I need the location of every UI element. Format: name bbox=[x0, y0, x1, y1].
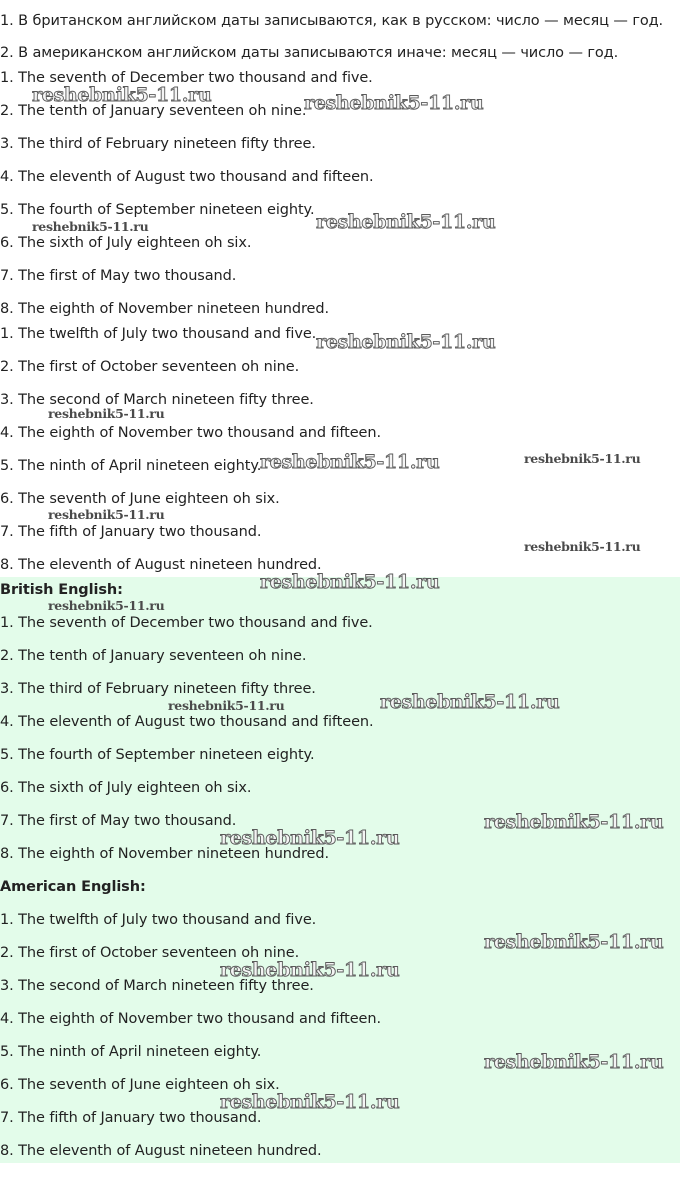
american-item: 2. The first of October seventeen oh nine. bbox=[0, 945, 300, 961]
watermark: reshebnik5-11.ru bbox=[220, 959, 400, 981]
watermark: reshebnik5-11.ru bbox=[260, 571, 440, 593]
british-item: 8. The eighth of November nineteen hundred. bbox=[0, 846, 329, 862]
list-a-item: 5. The fourth of September nineteen eighty. bbox=[0, 202, 315, 218]
american-item: 6. The seventh of June eighteen oh six. bbox=[0, 1077, 280, 1093]
watermark: reshebnik5-11.ru bbox=[484, 1051, 664, 1073]
american-item: 5. The ninth of April nineteen eighty. bbox=[0, 1044, 262, 1060]
watermark: reshebnik5-11.ru bbox=[48, 507, 165, 522]
list-b-item: 3. The second of March nineteen fifty three. bbox=[0, 392, 314, 408]
british-item: 6. The sixth of July eighteen oh six. bbox=[0, 780, 252, 796]
american-heading: American English: bbox=[0, 879, 146, 895]
list-a-item: 8. The eighth of November nineteen hundred. bbox=[0, 301, 329, 317]
list-b-item: 2. The first of October seventeen oh nine. bbox=[0, 359, 300, 375]
watermark: reshebnik5-11.ru bbox=[524, 539, 641, 554]
british-item: 3. The third of February nineteen fifty three. bbox=[0, 681, 316, 697]
british-item: 1. The seventh of December two thousand and five. bbox=[0, 615, 373, 631]
list-a-item: 2. The tenth of January seventeen oh nine. bbox=[0, 103, 307, 119]
list-b-item: 1. The twelfth of July two thousand and five. bbox=[0, 326, 317, 342]
watermark: reshebnik5-11.ru bbox=[220, 1091, 400, 1113]
watermark: reshebnik5-11.ru bbox=[48, 598, 165, 613]
list-b-item: 8. The eleventh of August nineteen hundred. bbox=[0, 557, 322, 573]
american-item: 8. The eleventh of August nineteen hundred. bbox=[0, 1143, 322, 1159]
watermark: reshebnik5-11.ru bbox=[48, 406, 165, 421]
watermark: reshebnik5-11.ru bbox=[32, 84, 212, 106]
british-item: 5. The fourth of September nineteen eighty. bbox=[0, 747, 315, 763]
watermark: reshebnik5-11.ru bbox=[304, 92, 484, 114]
british-item: 7. The first of May two thousand. bbox=[0, 813, 237, 829]
watermark: reshebnik5-11.ru bbox=[524, 451, 641, 466]
british-item: 4. The eleventh of August two thousand and fifteen. bbox=[0, 714, 374, 730]
watermark: reshebnik5-11.ru bbox=[220, 827, 400, 849]
list-a-item: 4. The eleventh of August two thousand and fifteen. bbox=[0, 169, 374, 185]
watermark: reshebnik5-11.ru bbox=[168, 698, 285, 713]
american-item: 7. The fifth of January two thousand. bbox=[0, 1110, 262, 1126]
watermark: reshebnik5-11.ru bbox=[484, 931, 664, 953]
list-a-item: 6. The sixth of July eighteen oh six. bbox=[0, 235, 252, 251]
watermark: reshebnik5-11.ru bbox=[484, 811, 664, 833]
rule-american: 2. В американском английском даты записываются иначе: месяц — число — год. bbox=[0, 45, 619, 61]
watermark: reshebnik5-11.ru bbox=[316, 331, 496, 353]
list-a-item: 3. The third of February nineteen fifty three. bbox=[0, 136, 316, 152]
list-b-item: 5. The ninth of April nineteen eighty. bbox=[0, 458, 262, 474]
watermark: reshebnik5-11.ru bbox=[380, 691, 560, 713]
list-a-item: 1. The seventh of December two thousand and five. bbox=[0, 70, 373, 86]
watermark: reshebnik5-11.ru bbox=[32, 219, 149, 234]
american-item: 1. The twelfth of July two thousand and five. bbox=[0, 912, 317, 928]
watermark: reshebnik5-11.ru bbox=[260, 451, 440, 473]
american-item: 4. The eighth of November two thousand and fifteen. bbox=[0, 1011, 381, 1027]
british-heading: British English: bbox=[0, 582, 123, 598]
list-a-item: 7. The first of May two thousand. bbox=[0, 268, 237, 284]
british-item: 2. The tenth of January seventeen oh nine. bbox=[0, 648, 307, 664]
watermark: reshebnik5-11.ru bbox=[316, 211, 496, 233]
list-b-item: 6. The seventh of June eighteen oh six. bbox=[0, 491, 280, 507]
list-b-item: 7. The fifth of January two thousand. bbox=[0, 524, 262, 540]
rule-british: 1. В британском английском даты записываются, как в русском: число — месяц — год. bbox=[0, 13, 664, 29]
american-item: 3. The second of March nineteen fifty three. bbox=[0, 978, 314, 994]
list-b-item: 4. The eighth of November two thousand and fifteen. bbox=[0, 425, 381, 441]
